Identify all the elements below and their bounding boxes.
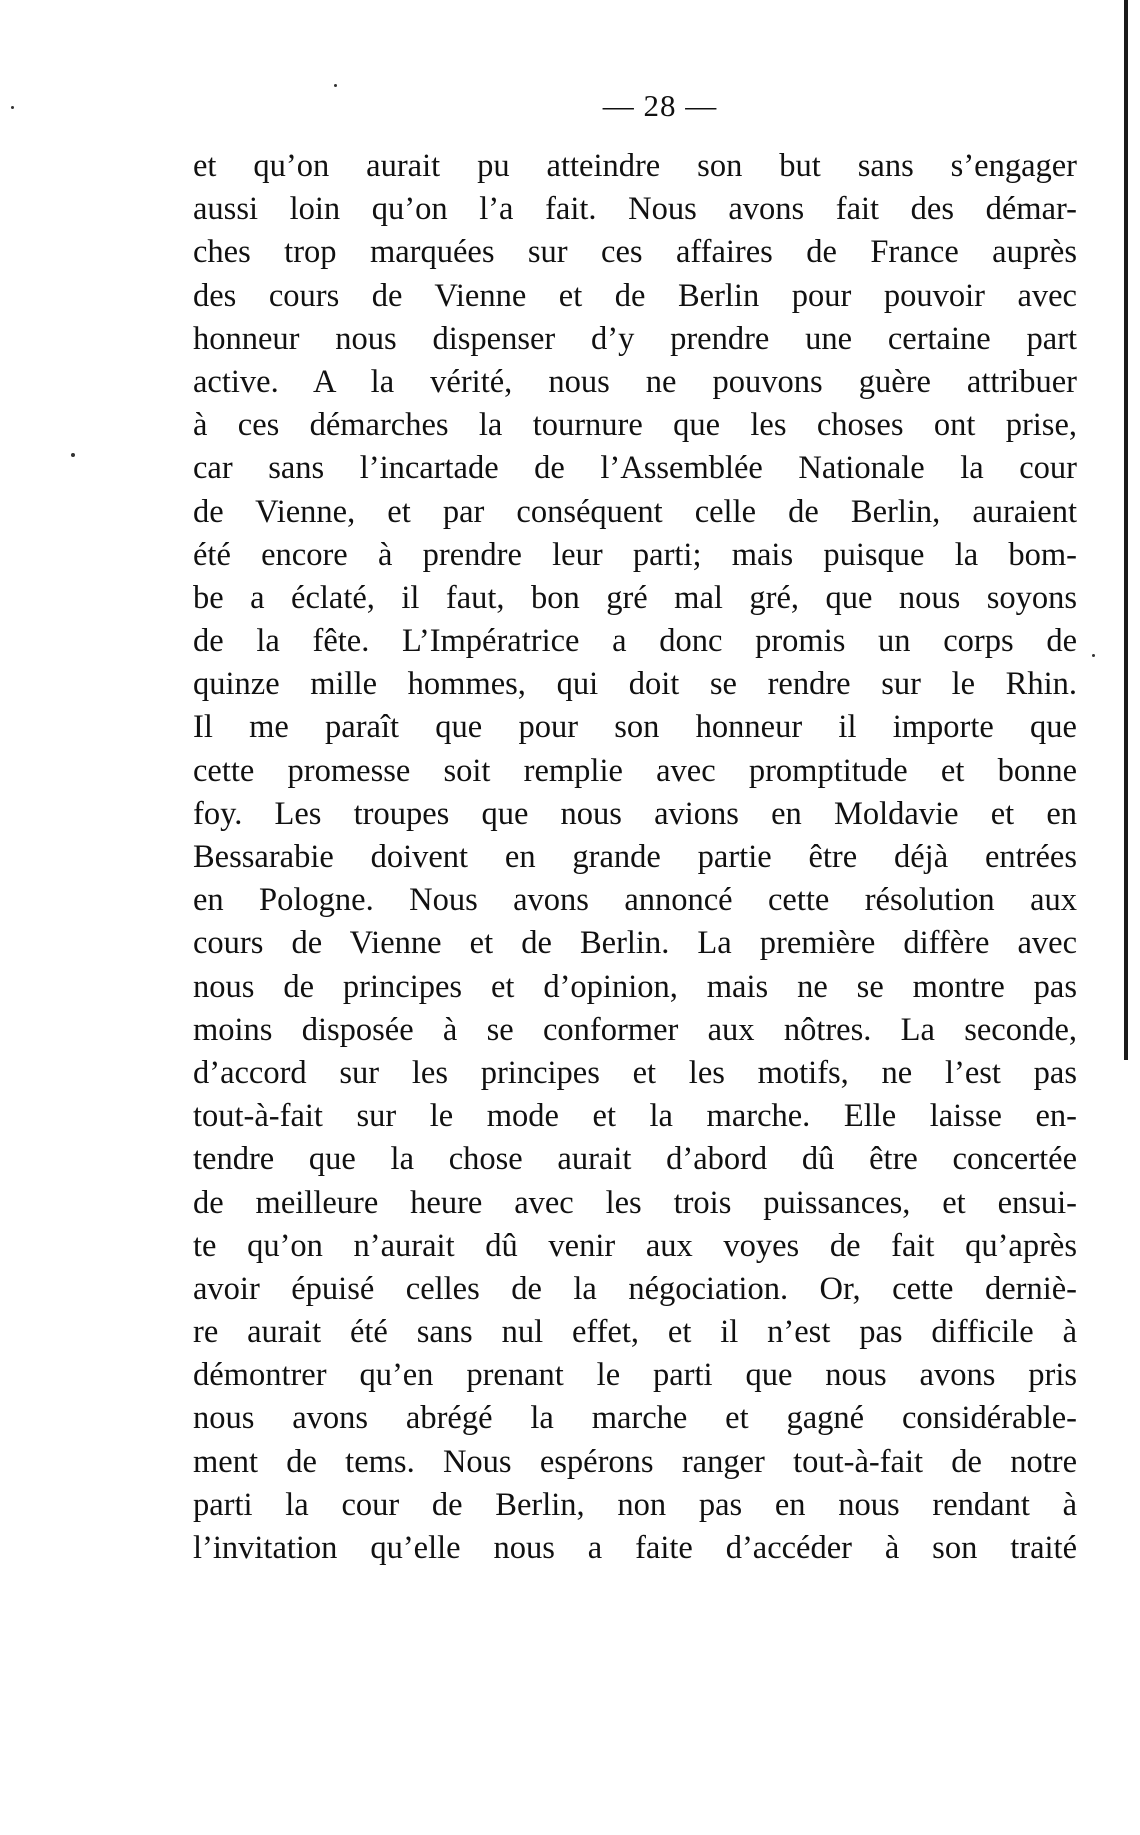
text-line: cours de Vienne et de Berlin. La première diffère avec	[193, 925, 1077, 962]
text-line: et qu’on aurait pu atteindre son but sans s’engager	[193, 148, 1077, 184]
text-line: tout-à-fait sur le mode et la marche. Elle laisse en-	[193, 1098, 1077, 1135]
text-line: été encore à prendre leur parti; mais puisque la bom-	[193, 536, 1077, 573]
text-line: tendre que la chose aurait d’abord dû être concertée	[193, 1141, 1077, 1178]
text-line: moins disposée à se conformer aux nôtres. La seconde,	[193, 1011, 1077, 1048]
text-line: Il me paraît que pour son honneur il importe que	[193, 709, 1077, 746]
text-line: aussi loin qu’on l’a fait. Nous avons fait des démar-	[193, 191, 1077, 228]
text-line: nous de principes et d’opinion, mais ne se montre pas	[193, 968, 1077, 1005]
text-line: démontrer qu’en prenant le parti que nous avons pris	[193, 1357, 1077, 1394]
text-line: be a éclaté, il faut, bon gré mal gré, que nous soyons	[193, 579, 1077, 616]
text-line: foy. Les troupes que nous avions en Moldavie et en	[193, 795, 1077, 832]
text-line: de meilleure heure avec les trois puissances, et ensui-	[193, 1184, 1077, 1221]
text-line: l’invitation qu’elle nous a faite d’accéder à son traité	[193, 1530, 1077, 1566]
text-line: d’accord sur les principes et les motifs, ne l’est pas	[193, 1054, 1077, 1091]
print-speck	[1092, 654, 1095, 657]
text-line: parti la cour de Berlin, non pas en nous rendant à	[193, 1486, 1077, 1523]
page-number: — 28 —	[602, 88, 718, 123]
text-line: cette promesse soit remplie avec promptitude et bonne	[193, 752, 1077, 789]
page-edge-shadow	[1124, 0, 1128, 1060]
text-line: à ces démarches la tournure que les choses ont prise,	[193, 407, 1077, 444]
text-line: des cours de Vienne et de Berlin pour pouvoir avec	[193, 277, 1077, 314]
text-line: nous avons abrégé la marche et gagné considérable-	[193, 1400, 1077, 1437]
text-line: ches trop marquées sur ces affaires de France auprès	[193, 234, 1077, 271]
text-line: car sans l’incartade de l’Assemblée Nationale la cour	[193, 450, 1077, 487]
text-line: de la fête. L’Impératrice a donc promis un corps de	[193, 623, 1077, 660]
text-line: ment de tems. Nous espérons ranger tout-à-fait de notre	[193, 1443, 1077, 1480]
text-line: te qu’on n’aurait dû venir aux voyes de fait qu’après	[193, 1227, 1077, 1264]
text-line: honneur nous dispenser d’y prendre une certaine part	[193, 320, 1077, 357]
text-line: re aurait été sans nul effet, et il n’est pas difficile à	[193, 1314, 1077, 1351]
text-line: active. A la vérité, nous ne pouvons guère attribuer	[193, 363, 1077, 400]
body-text	[193, 145, 1077, 1570]
text-line: de Vienne, et par conséquent celle de Berlin, auraient	[193, 493, 1077, 530]
print-speck	[71, 453, 75, 457]
text-line: avoir épuisé celles de la négociation. Or, cette derniè-	[193, 1270, 1077, 1307]
text-line: quinze mille hommes, qui doit se rendre sur le Rhin.	[193, 666, 1077, 703]
text-line: en Pologne. Nous avons annoncé cette résolution aux	[193, 882, 1077, 919]
text-line: Bessarabie doivent en grande partie être déjà entrées	[193, 839, 1077, 875]
